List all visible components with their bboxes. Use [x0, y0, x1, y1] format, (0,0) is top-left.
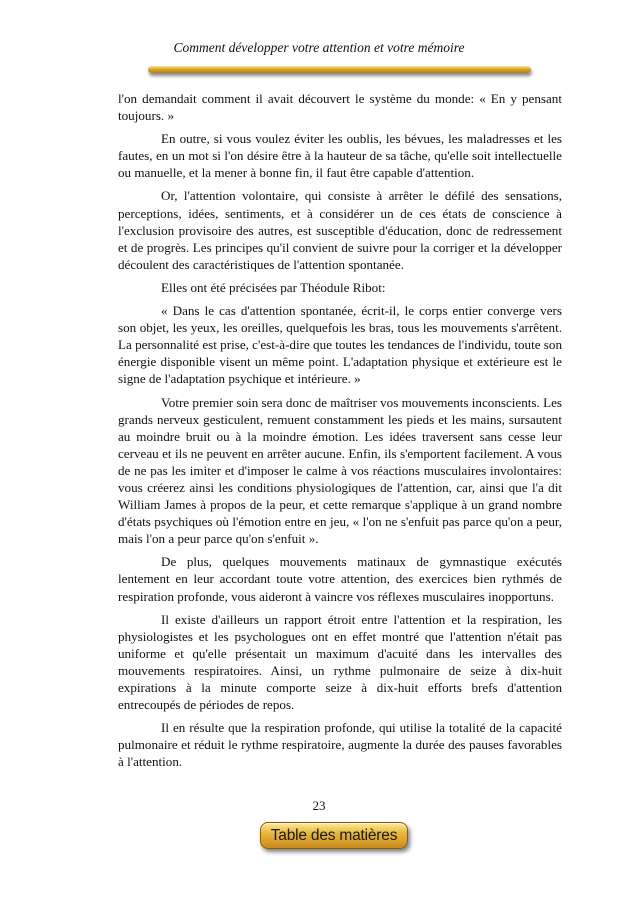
paragraph: Votre premier soin sera donc de maîtriser vos mouvements inconscients. Les grands nerveux gesticulent, remuent constamment les pieds et les mains, sursautent au moindre bruit ou à la moindre émotion. Les idées traversent sans cesse leur cerveau et ils ne peuvent en arrêter aucune. Enfin, ils s'emportent facilement. A vous de ne pas les imiter et d'imposer le calme à vos réactions musculaires involontaires: vous créerez ainsi les conditions physiologiques de l'attention, car, ainsi que l'a dit William James à propos de la peur, et cette remarque s'applique à un grand nombre d'états psychiques où l'émotion entre en jeu, « l'on ne s'enfuit pas parce qu'on a peur, mais l'on a peur parce qu'on s'enfuit ».: [118, 394, 562, 547]
page-number: 23: [312, 798, 326, 813]
paragraph: Elles ont été précisées par Théodule Ribot:: [161, 279, 386, 295]
paragraph: Il existe d'ailleurs un rapport étroit entre l'attention et la respiration, les physiologistes et les psychologues ont en effet montré que l'attention n'était pas uniforme et qu'elle présentait un maximum d'acuité dans les intervalles des mouvements respiratoires. Ainsi, un rythme pulmonaire de seize à dix-huit expirations à la minute comporte seize à dix-huit efforts brefs d'attention entrecoupés de périodes de repos.: [118, 611, 562, 713]
table-of-contents-button[interactable]: [260, 822, 408, 849]
paragraph: « Dans le cas d'attention spontanée, écrit-il, le corps entier converge vers son objet, les yeux, les oreilles, quelquefois les bras, tous les mouvements s'arrêtent. La personnalité est prise, c'est-à-dire que toutes les tendances de l'individu, toute son énergie disponible visent un même point. L'adaptation physique et extérieure est le signe de l'adaptation psychique et intérieure. »: [118, 303, 562, 387]
paragraph: l'on demandait comment il avait découvert le système du monde: « En y pensant toujours. »: [118, 91, 562, 124]
toc-button-label: Table des matières: [270, 826, 398, 844]
paragraph: Or, l'attention volontaire, qui consiste à arrêter le défilé des sensations, perceptions, idées, sentiments, et à considérer un de ces états de conscience à l'exclusion provisoire des autres, est susceptible d'éducation, donc de redressement et de progrès. Les principes qu'il convient de suivre pour la corriger et la développer découlent des caractéristiques de l'attention spontanée.: [118, 188, 562, 272]
paragraph: En outre, si vous voulez éviter les oublis, les bévues, les maladresses et les fautes, en un mot si l'on désire être à la hauteur de sa tâche, qu'elle soit intellectuelle ou manuelle, et la mener à bonne fin, il faut être capable d'attention.: [118, 131, 562, 181]
header-title: Comment développer votre attention et votre mémoire: [173, 40, 465, 55]
paragraph: De plus, quelques mouvements matinaux de gymnastique exécutés lentement en leur accordant toute votre attention, des exercices bien rythmés de respiration profonde, vous aideront à vaincre vos réflexes musculaires inopportuns.: [118, 554, 562, 604]
paragraph: Il en résulte que la respiration profonde, qui utilise la totalité de la capacité pulmonaire et réduit le rythme respiratoire, augmente la durée des pauses favorables à l'attention.: [118, 720, 562, 770]
header-gold-rule: [148, 66, 531, 73]
body-text: [118, 90, 562, 776]
